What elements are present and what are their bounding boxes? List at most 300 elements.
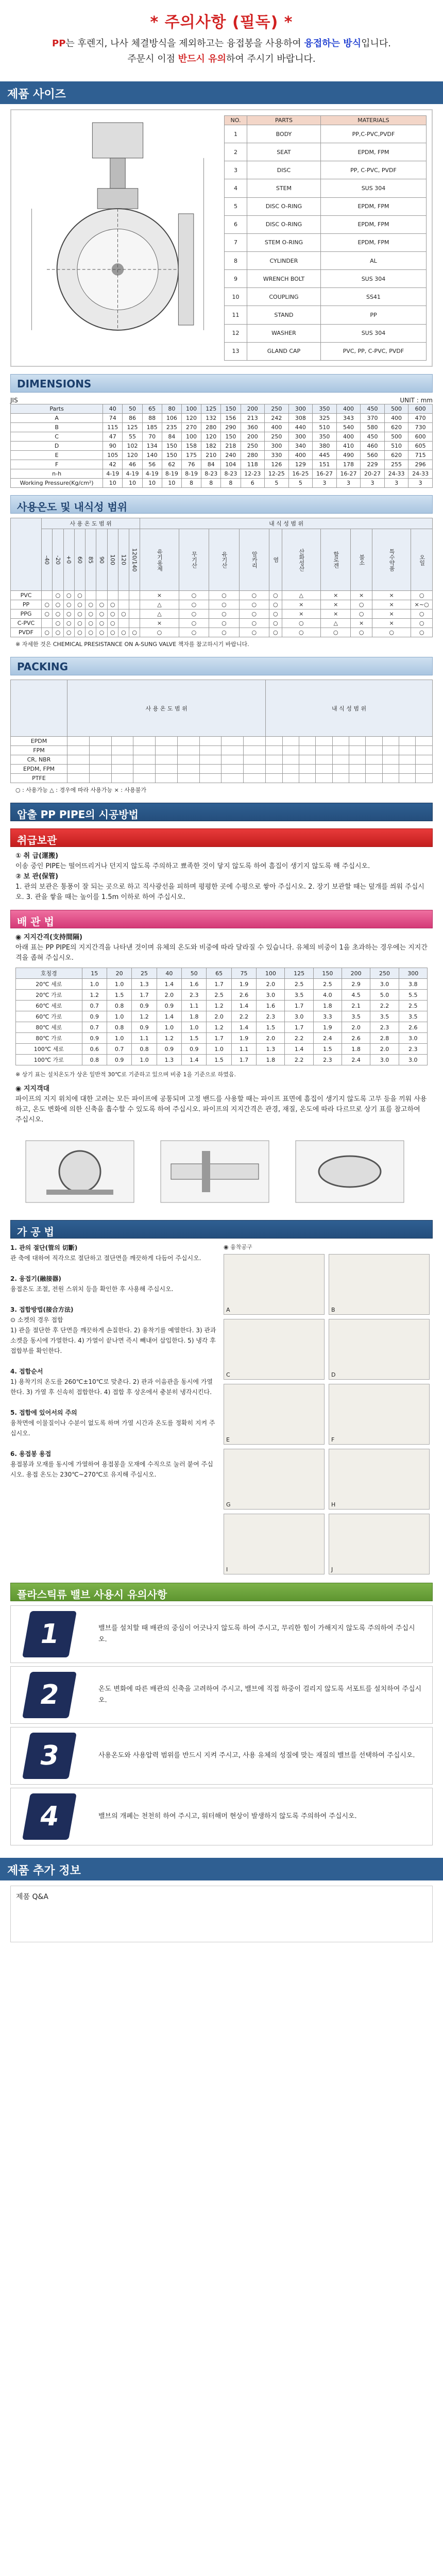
packing-cell xyxy=(282,765,299,774)
packing-cell xyxy=(177,737,199,746)
temp-cell: ○ xyxy=(63,628,74,637)
welding-text xyxy=(10,1243,216,1574)
dim-cell: 3 xyxy=(313,479,337,488)
temp-cell: ○ xyxy=(86,600,96,609)
support-cell: 2.5 xyxy=(313,979,342,990)
parts-cell: 6 xyxy=(224,215,247,233)
chem-cell: ○ xyxy=(239,609,269,619)
welding-photo xyxy=(329,1514,430,1574)
packing-cell xyxy=(89,746,111,755)
welding-photo xyxy=(329,1449,430,1510)
support-cell: 3.0 xyxy=(285,1011,313,1022)
dim-cell: 460 xyxy=(361,442,385,451)
dim-cell: 125 xyxy=(123,423,142,432)
chem-cell: ○ xyxy=(209,619,239,628)
dim-header: 150 xyxy=(221,404,241,414)
packing-cell xyxy=(399,774,415,783)
dim-cell: 178 xyxy=(336,460,361,469)
dim-cell: Working Pressure(Kg/cm²) xyxy=(11,479,103,488)
support-cell: 5.0 xyxy=(370,990,399,1001)
parts-cell: SUS 304 xyxy=(320,179,426,197)
support-cell: 3.8 xyxy=(399,979,427,990)
dim-cell: 129 xyxy=(288,460,313,469)
step2-title: 2. 융접기(融接器) xyxy=(10,1275,61,1282)
packing-cell xyxy=(266,737,282,746)
dim-cell: 510 xyxy=(384,442,408,451)
dim-cell: 350 xyxy=(313,432,337,442)
packing-cell xyxy=(133,774,156,783)
packing-cell xyxy=(266,746,282,755)
temp-cell: ○ xyxy=(96,628,107,637)
dim-cell: 150 xyxy=(162,451,181,460)
support-cell: 1.2 xyxy=(157,1033,181,1044)
chem-cell: ○ xyxy=(179,609,209,619)
packing-cell xyxy=(89,737,111,746)
step1-title: 1. 관의 절단(管의 切斷) xyxy=(10,1244,78,1251)
support-desc: 아래 표는 PP PIPE의 지지간격을 나타낸 것이며 유체의 온도와 비중에 따라 달라질 수 있습니다. 유체의 비중이 1을 초과하는 경우에는 지지간격을 좁혀 주십시오. xyxy=(15,944,428,962)
dim-cell: 400 xyxy=(384,414,408,423)
packing-row-label: EPDM, FPM xyxy=(11,765,67,774)
temp-col-header: 60 xyxy=(74,529,85,591)
parts-cell: STEM O-RING xyxy=(247,233,320,251)
parts-cell: PP,C-PVC,PVDF xyxy=(320,125,426,143)
qna-title: 제품 Q&A xyxy=(16,1893,49,1901)
temp-col-header: -20 xyxy=(53,529,63,591)
dim-header: 300 xyxy=(288,404,313,414)
chem-cell: ○ xyxy=(411,609,433,619)
support-cell: 2.4 xyxy=(313,1033,342,1044)
packing-cell xyxy=(222,746,244,755)
packing-cell xyxy=(332,765,349,774)
temp-cell: ○ xyxy=(63,619,74,628)
chem-cell: ○ xyxy=(282,619,320,628)
dim-cell: 210 xyxy=(201,451,221,460)
parts-row xyxy=(224,251,426,269)
support-cell: 0.7 xyxy=(82,1001,107,1011)
packing-row xyxy=(11,746,433,755)
parts-row xyxy=(224,324,426,342)
packing-cell xyxy=(316,746,332,755)
dim-cell: 4-19 xyxy=(103,469,123,479)
packing-cell xyxy=(316,737,332,746)
parts-cell: SEAT xyxy=(247,143,320,161)
dim-cell: 132 xyxy=(201,414,221,423)
packing-cell xyxy=(244,765,266,774)
support-cell: 1.3 xyxy=(132,979,157,990)
support-cell: 0.8 xyxy=(82,1055,107,1065)
photo-letter: D xyxy=(331,1371,336,1378)
support-cell: 80℃ 세로 xyxy=(16,1022,82,1033)
step3a-text: ⊙ 소켓의 경우 접합 xyxy=(10,1316,63,1324)
parts-row xyxy=(224,143,426,161)
welding-photo xyxy=(224,1449,325,1510)
step1-text: 관 축에 대하여 직각으로 절단하고 절단면을 깨끗하게 다듬어 주십시오. xyxy=(10,1255,201,1262)
support-cell: 2.3 xyxy=(182,990,207,1001)
temp-cell xyxy=(86,591,96,600)
dim-cell: 290 xyxy=(221,423,241,432)
packing-title: PACKING xyxy=(10,657,433,675)
chem-col-header: 염 xyxy=(269,529,282,591)
support-cell: 1.2 xyxy=(132,1011,157,1022)
piping-title: 배 관 법 xyxy=(10,910,433,928)
step4-text: 1) 용착기의 온도를 260℃±10℃로 맞춘다. 2) 관과 이음관을 동시에 가열한다. 3) 가열 후 신속히 접합한다. 4) 접합 후 상온에서 충분히 냉각시킨다. xyxy=(10,1378,213,1396)
dim-cell: 140 xyxy=(142,451,162,460)
packing-cell xyxy=(382,737,399,746)
fixing-title: ◉ 지지객대 xyxy=(15,1085,50,1093)
support-cell: 3.5 xyxy=(399,1011,427,1022)
dim-row xyxy=(11,432,433,442)
dim-cell: 500 xyxy=(384,432,408,442)
support-cell: 2.4 xyxy=(342,1055,370,1065)
dim-header: 125 xyxy=(201,404,221,414)
support-header: 250 xyxy=(370,968,399,979)
dim-header: 100 xyxy=(181,404,201,414)
handling-title: 취급보관 xyxy=(10,828,433,847)
chem-cell: △ xyxy=(140,600,179,609)
caution-text: 밸브의 개폐는 천천히 하여 주시고, 워터해머 현상이 발생하지 않도록 주의하여 주십시오. xyxy=(98,1812,357,1820)
welding-block xyxy=(10,1243,433,1574)
dim-cell: 490 xyxy=(336,451,361,460)
support-cell: 4.0 xyxy=(313,990,342,1001)
parts-row xyxy=(224,197,426,215)
packing-cell xyxy=(366,746,382,755)
packing-row-label: CR, NBR xyxy=(11,755,67,765)
dim-row xyxy=(11,479,433,488)
support-cell: 1.0 xyxy=(107,979,131,990)
packing-cell xyxy=(282,737,299,746)
chem-cell: ○ xyxy=(209,628,239,637)
dim-cell: 84 xyxy=(162,432,181,442)
support-row xyxy=(16,1044,428,1055)
dim-cell: 150 xyxy=(162,442,181,451)
temp-cell: ○ xyxy=(74,619,85,628)
photo-letter: E xyxy=(226,1436,230,1443)
dim-cell: 106 xyxy=(162,414,181,423)
packing-cell xyxy=(89,755,111,765)
support-row xyxy=(16,979,428,990)
dim-cell: 400 xyxy=(288,451,313,460)
packing-cell xyxy=(199,737,222,746)
packing-cell xyxy=(299,755,315,765)
dim-cell: 242 xyxy=(265,414,289,423)
temp-cell xyxy=(118,600,129,609)
dim-cell: B xyxy=(11,423,103,432)
dim-cell: 120 xyxy=(181,414,201,423)
chem-cell: × xyxy=(140,591,179,600)
temp-col-header: 120 xyxy=(118,529,129,591)
support-cell: 1.0 xyxy=(82,979,107,990)
parts-row xyxy=(224,161,426,179)
dimensions-unit: UNIT : mm xyxy=(400,397,433,404)
support-cell: 3.0 xyxy=(370,1055,399,1065)
support-cell: 1.7 xyxy=(207,979,231,990)
temp-cell: ○ xyxy=(107,609,118,619)
chem-cell: × xyxy=(282,609,320,619)
support-cell: 0.9 xyxy=(132,1001,157,1011)
support-cell: 2.0 xyxy=(257,1033,285,1044)
temp-cell: ○ xyxy=(107,619,118,628)
support-header: 65 xyxy=(207,968,231,979)
parts-cell: 1 xyxy=(224,125,247,143)
support-cell: 5.5 xyxy=(399,990,427,1001)
temp-cell: ○ xyxy=(53,600,63,609)
support-cell: 1.0 xyxy=(107,1033,131,1044)
support-cell: 2.9 xyxy=(342,979,370,990)
caution-item xyxy=(10,1666,433,1724)
pp-pipe-header: 압출 PP PIPE의 시공방법 xyxy=(10,803,433,821)
parts-cell: EPDM, FPM xyxy=(320,233,426,251)
packing-cell xyxy=(156,755,178,765)
temp-row xyxy=(11,628,433,637)
dim-cell: 343 xyxy=(336,414,361,423)
packing-cell xyxy=(156,765,178,774)
packing-cell xyxy=(67,746,90,755)
chem-cell: ○ xyxy=(411,591,433,600)
temp-cell xyxy=(129,609,140,619)
dim-cell: 300 xyxy=(288,432,313,442)
dim-cell: 580 xyxy=(361,423,385,432)
dim-cell: 600 xyxy=(408,432,433,442)
support-cell: 1.7 xyxy=(285,1001,313,1011)
packing-note: ○ : 사용가능 △ : 경우에 따라 사용가능 × : 사용불가 xyxy=(15,787,146,793)
support-cell: 1.6 xyxy=(182,979,207,990)
packing-cell xyxy=(111,746,133,755)
support-cell: 20℃ 가로 xyxy=(16,990,82,1001)
packing-cell xyxy=(177,765,199,774)
dim-cell: 250 xyxy=(241,442,265,451)
chem-cell: ○ xyxy=(320,628,350,637)
fixing-illustration-1 xyxy=(15,1130,144,1213)
dim-cell: 120 xyxy=(123,451,142,460)
support-cell: 1.4 xyxy=(231,1022,256,1033)
packing-cell xyxy=(316,755,332,765)
section-product-size: 제품 사이즈 xyxy=(0,81,443,104)
caution-number: 1 xyxy=(22,1611,77,1657)
temp-cell: ○ xyxy=(96,609,107,619)
dim-header: 80 xyxy=(162,404,181,414)
parts-header-parts: PARTS xyxy=(247,116,320,125)
dim-cell: C xyxy=(11,432,103,442)
support-cell: 1.7 xyxy=(285,1022,313,1033)
support-cell: 1.3 xyxy=(257,1044,285,1055)
support-cell: 1.4 xyxy=(231,1001,256,1011)
packing-cell xyxy=(156,746,178,755)
dim-cell: 8-19 xyxy=(162,469,181,479)
temp-cell xyxy=(107,591,118,600)
dim-cell: 620 xyxy=(384,423,408,432)
chem-cell: ○ xyxy=(209,609,239,619)
dim-cell: 56 xyxy=(142,460,162,469)
dim-cell: 185 xyxy=(142,423,162,432)
chem-cell: ○ xyxy=(269,600,282,609)
extra-info-area xyxy=(10,1886,433,1942)
dim-cell: 470 xyxy=(408,414,433,423)
chem-cell: ○ xyxy=(239,591,269,600)
tools-label: ◉ 융착공구 xyxy=(224,1244,252,1250)
dim-cell: 5 xyxy=(265,479,289,488)
support-cell: 100℃ 가로 xyxy=(16,1055,82,1065)
chem-cell: ○ xyxy=(269,628,282,637)
temp-cell: ○ xyxy=(53,591,63,600)
packing-cell xyxy=(282,755,299,765)
parts-row xyxy=(224,306,426,324)
packing-row xyxy=(11,755,433,765)
welding-photo xyxy=(224,1319,325,1380)
packing-cell xyxy=(416,737,433,746)
support-row xyxy=(16,990,428,1001)
support-cell: 0.8 xyxy=(107,1001,131,1011)
section-product-extra: 제품 추가 정보 xyxy=(0,1858,443,1880)
dim-row xyxy=(11,414,433,423)
notice-block xyxy=(0,0,443,72)
dim-cell: 88 xyxy=(142,414,162,423)
parts-header-materials: MATERIALS xyxy=(320,116,426,125)
support-cell: 1.2 xyxy=(207,1022,231,1033)
parts-cell: DISC O-RING xyxy=(247,215,320,233)
chem-col-header: 불소 xyxy=(351,529,372,591)
step2-text: 융접온도 조절, 전원 스위치 등을 확인한 후 사용해 주십시오. xyxy=(10,1285,174,1293)
chem-cell: ○ xyxy=(209,591,239,600)
dim-cell: 115 xyxy=(103,423,123,432)
dim-cell: 102 xyxy=(123,442,142,451)
temp-table-title: 사용온도 및 내식성 범위 xyxy=(10,495,433,514)
parts-cell: 12 xyxy=(224,324,247,342)
temp-table xyxy=(10,518,433,637)
packing-cell xyxy=(349,765,365,774)
chem-cell: × xyxy=(372,609,411,619)
parts-cell: 2 xyxy=(224,143,247,161)
dim-cell: 151 xyxy=(313,460,337,469)
chem-cell: △ xyxy=(320,619,350,628)
packing-cell xyxy=(67,774,90,783)
dim-cell: 120 xyxy=(201,432,221,442)
support-cell: 1.5 xyxy=(313,1044,342,1055)
dim-cell: 74 xyxy=(103,414,123,423)
temp-cell xyxy=(96,591,107,600)
support-cell: 4.5 xyxy=(342,990,370,1001)
dim-cell: n-h xyxy=(11,469,103,479)
support-cell: 2.0 xyxy=(257,979,285,990)
welding-header: 가 공 법 xyxy=(10,1220,433,1239)
dim-cell: 296 xyxy=(408,460,433,469)
temp-cell: ○ xyxy=(74,600,85,609)
temp-row xyxy=(11,619,433,628)
support-cell: 2.2 xyxy=(285,1055,313,1065)
dim-cell: 370 xyxy=(361,414,385,423)
chem-cell: ○ xyxy=(351,628,372,637)
packing-cell xyxy=(349,755,365,765)
caution-item xyxy=(10,1605,433,1663)
chem-cell: ○ xyxy=(179,600,209,609)
dim-cell: 605 xyxy=(408,442,433,451)
support-cell: 0.9 xyxy=(82,1011,107,1022)
support-cell: 2.3 xyxy=(399,1044,427,1055)
photo-letter: H xyxy=(331,1501,336,1508)
chem-cell: ○ xyxy=(179,628,209,637)
dim-header: 450 xyxy=(361,404,385,414)
dim-cell: 47 xyxy=(103,432,123,442)
temp-col-header: 90 xyxy=(96,529,107,591)
packing-cell xyxy=(416,765,433,774)
dim-cell: 70 xyxy=(142,432,162,442)
packing-cell xyxy=(199,765,222,774)
handling-block xyxy=(15,851,428,903)
fixing-illustrations xyxy=(15,1130,428,1213)
temp-cell: ○ xyxy=(107,628,118,637)
temp-cell: ○ xyxy=(63,600,74,609)
step5-text: 융착면에 이물질이나 수분이 없도록 하며 가열 시간과 온도를 정확히 지켜 주십시오. xyxy=(10,1419,215,1437)
packing-table xyxy=(10,680,433,783)
chem-col-header: 무기산 xyxy=(179,529,209,591)
chem-cell: ○ xyxy=(351,609,372,619)
support-cell: 2.3 xyxy=(313,1055,342,1065)
temp-cell: ○ xyxy=(118,609,129,619)
packing-cell xyxy=(222,765,244,774)
temp-col-header: 100 xyxy=(107,529,118,591)
handling-2-title: ② 보 관(保管) xyxy=(15,873,59,880)
support-cell: 0.9 xyxy=(182,1044,207,1055)
parts-cell: SS41 xyxy=(320,288,426,306)
parts-row xyxy=(224,270,426,288)
dim-cell: 20-27 xyxy=(361,469,385,479)
support-note: ※ 상기 표는 설치온도가 상온 일반적 30℃로 기준하고 있으며 비중 1을 기준으로 하였음. xyxy=(15,1071,236,1078)
support-header: 25 xyxy=(132,968,157,979)
support-cell: 2.8 xyxy=(370,1033,399,1044)
parts-row xyxy=(224,342,426,360)
support-cell: 3.5 xyxy=(370,1011,399,1022)
packing-cell xyxy=(244,737,266,746)
parts-cell: PP, C-PVC, PVDF xyxy=(320,161,426,179)
packing-cell xyxy=(133,737,156,746)
chem-cell: △ xyxy=(140,609,179,619)
valve-frame xyxy=(10,109,433,367)
parts-row xyxy=(224,233,426,251)
chem-cell: ○ xyxy=(351,600,372,609)
support-cell: 1.4 xyxy=(157,1011,181,1022)
packing-cell xyxy=(199,755,222,765)
packing-cell xyxy=(399,755,415,765)
support-row xyxy=(16,1011,428,1022)
temp-cell: ○ xyxy=(118,628,129,637)
dim-cell: F xyxy=(11,460,103,469)
support-cell: 1.8 xyxy=(182,1011,207,1022)
dim-cell: 12-25 xyxy=(265,469,289,479)
temp-cell xyxy=(42,591,53,600)
dim-cell: 8-19 xyxy=(181,469,201,479)
support-header: 100 xyxy=(257,968,285,979)
parts-cell: 5 xyxy=(224,197,247,215)
dim-cell: 308 xyxy=(288,414,313,423)
parts-cell: WRENCH BOLT xyxy=(247,270,320,288)
packing-cell xyxy=(316,774,332,783)
welding-photo xyxy=(224,1384,325,1445)
temp-note: ※ 자세한 것은 CHEMICAL PRESISTANCE ON A-SUNG VALVE 책자를 참고하시기 바랍니다. xyxy=(15,641,249,648)
support-cell: 3.0 xyxy=(257,990,285,1001)
support-row xyxy=(16,1055,428,1065)
packing-cell xyxy=(244,755,266,765)
dim-header: 500 xyxy=(384,404,408,414)
support-cell: 2.1 xyxy=(342,1001,370,1011)
dim-header: 600 xyxy=(408,404,433,414)
chem-cell: × xyxy=(351,591,372,600)
support-cell: 1.1 xyxy=(132,1033,157,1044)
temp-row xyxy=(11,600,433,609)
dim-cell: 450 xyxy=(361,432,385,442)
support-cell: 1.4 xyxy=(285,1044,313,1055)
packing-cell xyxy=(316,765,332,774)
packing-corr-header: 내 식 성 범 위 xyxy=(266,680,433,737)
support-cell: 2.0 xyxy=(207,1011,231,1022)
